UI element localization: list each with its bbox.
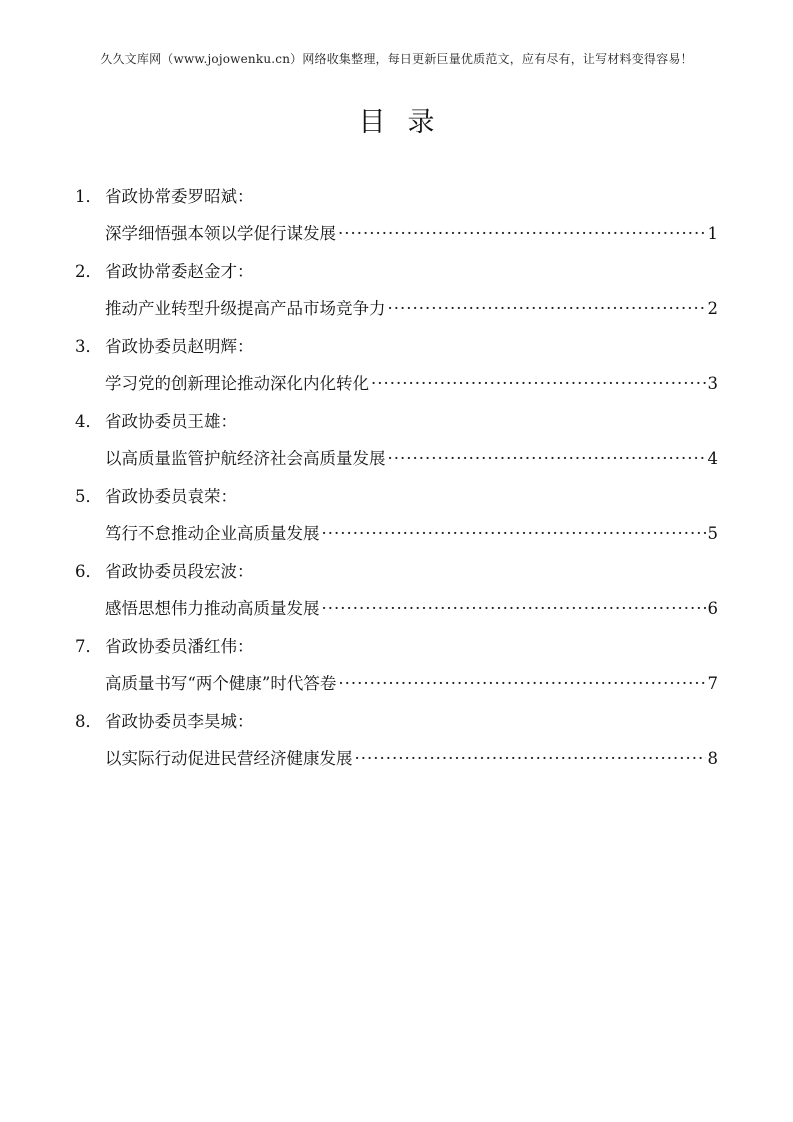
toc-entry-topic: 以实际行动促进民营经济健康发展 — [105, 748, 353, 768]
toc-entry-speaker: 省政协委员袁荣： — [105, 487, 237, 506]
toc-dot-leader — [355, 746, 706, 772]
toc-entry — [75, 708, 718, 783]
toc-entry-speaker: 省政协委员李昊城： — [105, 712, 254, 731]
toc-dot-leader — [338, 671, 705, 697]
toc-entry — [75, 183, 718, 258]
header-note: 久久文库网（www.jojowenku.cn）网络收集整理，每日更新巨量优质范文，应有尽有，让写材料变得容易！ — [100, 52, 693, 66]
toc-entry-heading — [75, 258, 718, 296]
toc-entry — [75, 408, 718, 483]
toc-entry-page: 4 — [707, 448, 718, 468]
toc-entry-page: 2 — [707, 298, 718, 318]
toc-entry — [75, 633, 718, 708]
toc-entry — [75, 558, 718, 633]
toc-entry-page: 1 — [707, 223, 718, 243]
toc-entry — [75, 483, 718, 558]
toc-entry-number: 7． — [75, 637, 102, 656]
toc-entry-link[interactable] — [75, 296, 718, 334]
toc-entry-speaker: 省政协委员潘红伟： — [105, 637, 254, 656]
toc-entry-heading — [75, 183, 718, 221]
toc-entry-heading — [75, 708, 718, 746]
toc-entry-link[interactable] — [75, 671, 718, 709]
page-title: 目录 — [358, 107, 457, 138]
toc-entry-page: 8 — [707, 748, 718, 768]
toc-entry-link[interactable] — [75, 521, 718, 559]
toc-entry-topic: 高质量书写“两个健康”时代答卷 — [105, 673, 337, 693]
toc-entry-page: 5 — [707, 523, 718, 543]
toc-entry-number: 3． — [75, 337, 102, 356]
toc-dot-leader — [322, 596, 706, 622]
toc-entry-topic: 学习党的创新理论推动深化内化转化 — [105, 373, 369, 393]
toc-entry-speaker: 省政协常委赵金才： — [105, 262, 254, 281]
toc-dot-leader — [388, 446, 706, 472]
toc-entry-topic: 推动产业转型升级提高产品市场竞争力 — [105, 298, 386, 318]
toc-entry-topic: 笃行不怠推动企业高质量发展 — [105, 523, 320, 543]
toc-entry-speaker: 省政协委员赵明辉： — [105, 337, 254, 356]
toc-entry-number: 5． — [75, 487, 102, 506]
toc-entry-number: 8． — [75, 712, 102, 731]
toc-entry-number: 2． — [75, 262, 102, 281]
toc-entry-heading — [75, 483, 718, 521]
toc-entry-topic: 感悟思想伟力推动高质量发展 — [105, 598, 320, 618]
toc-entry — [75, 258, 718, 333]
toc-entry-speaker: 省政协委员段宏波： — [105, 562, 254, 581]
toc-entry-heading — [75, 558, 718, 596]
toc-entry-link[interactable] — [75, 746, 718, 784]
toc-entry-speaker: 省政协委员王雄： — [105, 412, 237, 431]
toc-entry — [75, 333, 718, 408]
toc-entry-number: 6． — [75, 562, 102, 581]
table-of-contents — [75, 183, 718, 783]
toc-entry-heading — [75, 408, 718, 446]
toc-entry-page: 6 — [707, 598, 718, 618]
toc-entry-heading — [75, 633, 718, 671]
toc-entry-link[interactable] — [75, 221, 718, 259]
toc-dot-leader — [388, 296, 706, 322]
toc-entry-page: 3 — [707, 373, 718, 393]
toc-entry-page: 7 — [707, 673, 718, 693]
toc-entry-number: 4． — [75, 412, 102, 431]
toc-entry-link[interactable] — [75, 596, 718, 634]
toc-dot-leader — [338, 221, 706, 247]
toc-entry-link[interactable] — [75, 446, 718, 484]
toc-dot-leader — [322, 521, 706, 547]
toc-dot-leader — [371, 371, 706, 397]
toc-entry-number: 1． — [75, 187, 102, 206]
toc-entry-speaker: 省政协常委罗昭斌： — [105, 187, 254, 206]
toc-entry-topic: 以高质量监管护航经济社会高质量发展 — [105, 448, 386, 468]
toc-entry-link[interactable] — [75, 371, 718, 409]
toc-entry-heading — [75, 333, 718, 371]
toc-entry-topic: 深学细悟强本领以学促行谋发展 — [105, 223, 336, 243]
